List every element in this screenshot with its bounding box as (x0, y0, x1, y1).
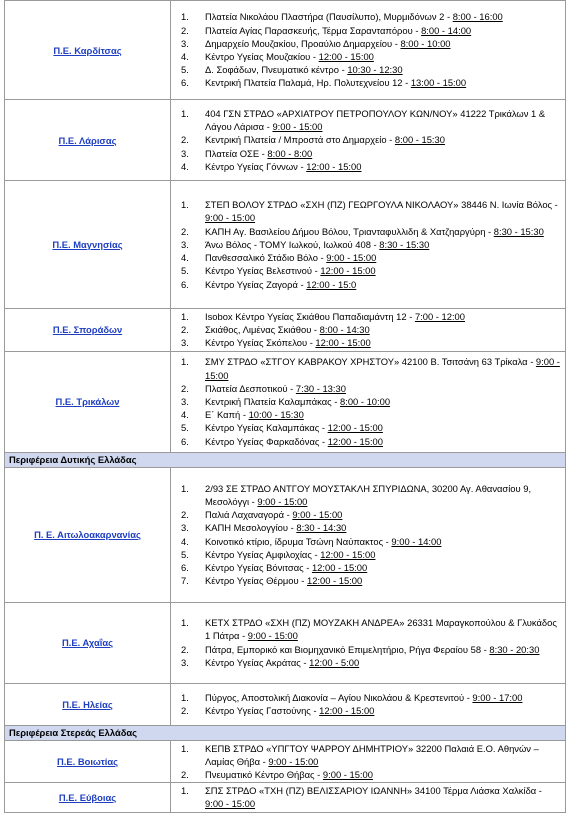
location-text: Κεντρική Πλατεία / Μπροστά στο Δημαρχείο - (205, 134, 395, 146)
item-number: 4. (181, 409, 189, 421)
opening-hours: 9:00 - 15:00 (322, 769, 373, 781)
item-number: 2. (181, 382, 189, 394)
location-item (171, 50, 561, 63)
location-text: ΣΜΥ ΣΤΡΔΟ «ΣΤΓΟΥ ΚΑΒΡΑΚΟΥ ΧΡΗΣΤΟΥ» 42100 Β. Τσιτσάνη 63 Τρίκαλα - (205, 356, 536, 368)
location-text: ΚΕΠΒ ΣΤΡΔΟ «ΥΠΓΤΟΥ ΨΑΡΡΟΥ ΔΗΜΗΤΡΙΟΥ» 32200 Παλαιά Ε.Ο. Αθηνών – Λαμίας Θήβα - (205, 742, 539, 767)
opening-hours: 9:00 - 15:00 (292, 509, 343, 521)
location-list (171, 355, 561, 447)
location-list (171, 10, 561, 89)
location-text: Κέντρο Υγείας Καλαμπάκας - (205, 422, 328, 434)
opening-hours: 12:00 - 15:00 (320, 265, 376, 277)
opening-hours: 8:00 - 15:30 (394, 134, 445, 146)
locations-cell (171, 1, 566, 100)
location-item (171, 521, 561, 534)
item-number: 2. (181, 324, 189, 336)
opening-hours: 8:30 - 15:30 (493, 225, 544, 237)
item-number: 2. (181, 24, 189, 36)
location-text: Πανθεσσαλικό Στάδιο Βόλο - (205, 252, 327, 264)
opening-hours: 9:00 - 15:00 (205, 212, 256, 224)
schedule-body (5, 1, 566, 813)
location-item (171, 482, 561, 508)
unit-name-cell (5, 1, 171, 100)
opening-hours: 9:00 - 17:00 (472, 691, 523, 703)
location-list (171, 198, 561, 290)
locations-cell (171, 467, 566, 602)
item-number: 1. (181, 742, 189, 754)
item-number: 7. (181, 575, 189, 587)
opening-hours: 8:00 - 8:00 (267, 147, 313, 159)
item-number: 3. (181, 238, 189, 250)
location-text: Πάτρα, Εμπορικό και Βιομηχανικό Επιμελητήριο, Ρήγα Φεραίου 58 - (205, 643, 490, 655)
item-number: 3. (181, 337, 189, 349)
location-text: Κέντρο Υγείας Γαστούνης - (205, 705, 320, 717)
unit-name-link[interactable]: Π.Ε. Λάρισας (58, 134, 117, 146)
location-text: Κέντρο Υγείας Φαρκαδόνας - (205, 435, 328, 447)
unit-row (5, 683, 566, 725)
location-item (171, 656, 561, 669)
location-list (171, 107, 561, 173)
unit-row (5, 467, 566, 602)
locations-cell (171, 602, 566, 683)
region-header: Περιφέρεια Δυτικής Ελλάδας (5, 452, 566, 467)
location-list (171, 616, 561, 669)
opening-hours: 8:00 - 16:00 (452, 11, 503, 23)
locations-cell (171, 740, 566, 783)
location-item (171, 264, 561, 277)
location-item (171, 508, 561, 521)
item-number: 3. (181, 656, 189, 668)
location-text: Κεντρική Πλατεία Παλαμά, Ηρ. Πολυτεχνείου 12 - (205, 77, 411, 89)
location-item (171, 76, 561, 89)
location-list (171, 691, 561, 717)
location-text: Κέντρο Υγείας Ζαγορά - (205, 278, 307, 290)
location-item (171, 784, 561, 810)
unit-row (5, 783, 566, 812)
location-text: Κέντρο Υγείας Βελεστινού - (205, 265, 321, 277)
item-number: 6. (181, 435, 189, 447)
item-number: 1. (181, 691, 189, 703)
location-item (171, 198, 561, 224)
location-item (171, 147, 561, 160)
item-number: 6. (181, 77, 189, 89)
location-item (171, 10, 561, 23)
unit-name-cell (5, 683, 171, 725)
location-item (171, 691, 561, 704)
location-text: Κέντρο Υγείας Μουζακίου - (205, 51, 319, 62)
unit-row (5, 100, 566, 181)
opening-hours: 9:00 - 15:00 (205, 798, 256, 810)
item-number: 5. (181, 422, 189, 434)
location-item (171, 574, 561, 587)
item-number: 4. (181, 252, 189, 264)
location-text: Δ. Σοφάδων, Πνευματικό κέντρο - (205, 64, 348, 76)
item-number: 5. (181, 265, 189, 277)
location-text: Ε΄ Καπή - (205, 409, 249, 421)
locations-cell (171, 351, 566, 452)
unit-name-cell (5, 181, 171, 309)
location-text: ΚΑΠΗ Μεσολογγίου - (205, 522, 297, 534)
location-item (171, 310, 561, 323)
opening-hours: 9:00 - 15:00 (272, 121, 323, 133)
location-item (171, 643, 561, 656)
item-number: 1. (181, 11, 189, 23)
location-text: Isobox Κέντρο Υγείας Σκιάθου Παπαδιαμάντη 12 - (205, 311, 415, 322)
unit-name-cell (5, 467, 171, 602)
opening-hours: 9:00 - 14:00 (391, 535, 442, 547)
opening-hours: 9:00 - 15:00 (247, 630, 298, 642)
item-number: 2. (181, 509, 189, 521)
schedule-table (4, 0, 566, 813)
unit-name-cell (5, 351, 171, 452)
opening-hours: 10:30 - 12:30 (347, 64, 403, 76)
location-item (171, 24, 561, 37)
opening-hours: 8:00 - 14:30 (319, 324, 370, 336)
location-item (171, 535, 561, 548)
opening-hours: 7:30 - 13:30 (295, 382, 346, 394)
unit-name-link[interactable]: Π.Ε. Βοιωτίας (56, 755, 119, 767)
unit-row (5, 602, 566, 683)
opening-hours: 12:00 - 15:00 (311, 562, 368, 574)
item-number: 3. (181, 147, 189, 159)
unit-row (5, 740, 566, 783)
opening-hours: 9:00 - 15:00 (268, 755, 319, 767)
location-list (171, 742, 561, 782)
item-number: 1. (181, 107, 189, 119)
region-header: Περιφέρεια Στερεάς Ελλάδας (5, 725, 566, 740)
location-item (171, 107, 561, 133)
location-item (171, 382, 561, 395)
location-item (171, 37, 561, 50)
item-number: 1. (181, 356, 189, 368)
location-list (171, 482, 561, 588)
location-item (171, 561, 561, 574)
item-number: 2. (181, 769, 189, 781)
region-header-row (5, 452, 566, 467)
location-item (171, 435, 561, 448)
location-text: Κέντρο Υγείας Γόννων - (205, 160, 307, 172)
location-text: Κεντρική Πλατεία Καλαμπάκας - (205, 396, 340, 407)
item-number: 1. (181, 617, 189, 629)
item-number: 5. (181, 64, 189, 76)
location-text: Κέντρο Υγείας Βόνιτσας - (205, 562, 312, 574)
location-text: Πλατεία Νικολάου Πλαστήρα (Παυσίλυπο), Μυρμιδόνων 2 - (205, 11, 453, 23)
location-item (171, 421, 561, 434)
unit-name-cell (5, 602, 171, 683)
location-item (171, 616, 561, 642)
item-number: 2. (181, 134, 189, 146)
unit-row (5, 309, 566, 352)
unit-name-link[interactable]: Π.Ε. Καρδίτσας (53, 44, 122, 56)
location-text: ΚΑΠΗ Αγ. Βασιλείου Δήμου Βόλου, Τριανταφυλλιδη & Χατζηαργύρη - (205, 225, 494, 237)
item-number: 6. (181, 562, 189, 574)
opening-hours: 8:30 - 20:30 (489, 643, 540, 655)
location-text: Κοινοτικό κτίριο, ίδρυμα Τσώνη Ναύπακτος - (205, 535, 392, 547)
location-text: Πλατεία Δεσποτικού - (205, 382, 296, 394)
opening-hours: 12:00 - 15:00 (320, 548, 376, 560)
location-list (171, 310, 561, 350)
locations-cell (171, 309, 566, 352)
opening-hours: 12:00 - 15:00 (327, 435, 383, 447)
opening-hours: 8:00 - 10:00 (400, 37, 451, 49)
item-number: 2. (181, 643, 189, 655)
location-text: 404 ΓΣΝ ΣΤΡΔΟ «ΑΡΧΙΑΤΡΟΥ ΠΕΤΡΟΠΟΥΛΟΥ ΚΩΝ/ΝΟΥ» 41222 Τρικάλων 1 & Λάγου Λάρισα - (205, 107, 546, 133)
item-number: 1. (181, 785, 189, 797)
locations-cell (171, 100, 566, 181)
opening-hours: 8:30 - 14:30 (296, 522, 347, 534)
unit-name-cell (5, 740, 171, 783)
location-item (171, 395, 561, 408)
opening-hours: 13:00 - 15:00 (410, 77, 467, 89)
opening-hours: 8:00 - 10:00 (340, 396, 391, 407)
item-number: 4. (181, 160, 189, 172)
location-item (171, 323, 561, 336)
location-item (171, 133, 561, 146)
location-text: Κέντρο Υγείας Σκόπελου - (205, 337, 316, 349)
unit-name-link[interactable]: Π. Ε. Αιτωλοακαρνανίας (34, 529, 141, 541)
opening-hours: 12:00 - 15:0 (306, 278, 357, 290)
location-item (171, 742, 561, 768)
locations-cell (171, 683, 566, 725)
unit-name-cell (5, 309, 171, 352)
location-list (171, 784, 561, 810)
opening-hours: 7:00 - 12:00 (414, 311, 465, 322)
location-item (171, 63, 561, 76)
location-text: ΣΠΣ ΣΤΡΔΟ «ΤΧΗ (ΠΖ) ΒΕΛΙΣΣΑΡΙΟΥ ΙΩΑΝΝΗ» 34100 Τέρμα Λιάσκα Χαλκίδα - (205, 785, 542, 797)
location-item (171, 336, 561, 349)
location-item (171, 355, 561, 381)
item-number: 2. (181, 225, 189, 237)
unit-name-link[interactable]: Π.Ε. Ηλείας (62, 698, 113, 710)
unit-name-link[interactable]: Π.Ε. Αχαΐας (62, 637, 113, 649)
opening-hours: 8:30 - 15:30 (379, 238, 430, 250)
item-number: 1. (181, 311, 189, 322)
item-number: 2. (181, 705, 189, 717)
location-text: Σκιάθος, Λιμένας Σκιάθου - (205, 324, 320, 336)
item-number: 6. (181, 278, 189, 290)
opening-hours: 12:00 - 15:00 (319, 705, 375, 717)
location-text: Πνευματικό Κέντρο Θήβας - (205, 769, 323, 781)
location-text: Πλατεία Αγίας Παρασκευής, Τέρμα Σαρανταπόρου - (205, 24, 422, 36)
unit-name-link[interactable]: Π.Ε. Μαγνησίας (52, 239, 123, 250)
location-text: ΣΤΕΠ ΒΟΛΟΥ ΣΤΡΔΟ «ΣΧΗ (ΠΖ) ΓΕΩΡΓΟΥΛΑ ΝΙΚΟΛΑΟΥ» 38446 Ν. Ιωνία Βόλος - (205, 199, 558, 211)
opening-hours: 12:00 - 15:00 (318, 51, 374, 62)
unit-name-link[interactable]: Π.Ε. Σποράδων (52, 324, 123, 336)
location-text: Κέντρο Υγείας Ακράτας - (205, 656, 310, 668)
unit-row (5, 181, 566, 309)
unit-name-cell (5, 783, 171, 812)
item-number: 1. (181, 482, 189, 494)
location-text: Παλιά Λαχαναγορά - (205, 509, 293, 521)
location-text: Άνω Βόλος - ΤΟΜΥ Ιωλκού, Ιωλκού 408 - (205, 238, 380, 250)
location-item (171, 548, 561, 561)
location-item (171, 768, 561, 781)
item-number: 1. (181, 199, 189, 211)
opening-hours: 12:00 - 5:00 (309, 656, 360, 668)
location-item (171, 225, 561, 238)
location-text: Πλατεία ΟΣΕ - (205, 147, 268, 159)
opening-hours: 9:00 - 15:00 (326, 252, 377, 264)
opening-hours: 10:00 - 15:30 (248, 409, 304, 421)
region-header-row (5, 725, 566, 740)
location-text: 2/93 ΣΕ ΣΤΡΔΟ ΑΝΤΓΟΥ ΜΟΥΣΤΑΚΛΗ ΣΠΥΡΙΔΩΝΑ, 30200 Αγ. Αθανασίου 9, Μεσολόγγι - (205, 482, 532, 507)
location-item (171, 160, 561, 173)
item-number: 3. (181, 37, 189, 49)
item-number: 3. (181, 396, 189, 407)
location-item (171, 251, 561, 264)
location-item (171, 278, 561, 291)
location-item (171, 704, 561, 717)
opening-hours: 12:00 - 15:00 (327, 422, 383, 434)
location-text: ΚΕΤΧ ΣΤΡΔΟ «ΣΧΗ (ΠΖ) ΜΟΥΖΑΚΗ ΑΝΔΡΕΑ» 26331 Μαραγκοπούλου & Γλυκάδος 1 Πάτρα - (205, 617, 557, 642)
opening-hours: 12:00 - 15:00 (315, 337, 371, 349)
opening-hours: 8:00 - 14:00 (421, 24, 472, 36)
unit-row (5, 351, 566, 452)
item-number: 3. (181, 522, 189, 534)
location-item (171, 408, 561, 421)
opening-hours: 12:00 - 15:00 (306, 160, 362, 172)
unit-row (5, 1, 566, 100)
opening-hours: 12:00 - 15:00 (306, 575, 363, 587)
unit-name-cell (5, 100, 171, 181)
item-number: 4. (181, 535, 189, 547)
location-item (171, 238, 561, 251)
opening-hours: 9:00 - 15:00 (205, 356, 560, 381)
item-number: 5. (181, 548, 189, 560)
location-text: Δημαρχείο Μουζακίου, Προαύλιο Δημαρχείου - (205, 37, 401, 49)
location-text: Κέντρο Υγείας Αμφιλοχίας - (205, 548, 321, 560)
location-text: Κέντρο Υγείας Θέρμου - (205, 575, 307, 587)
locations-cell (171, 783, 566, 812)
location-text: Πύργος, Αποστολική Διακονία – Αγίου Νικολάου & Κρεστενιτού - (205, 691, 473, 703)
unit-name-link[interactable]: Π.Ε. Τρικάλων (55, 396, 120, 408)
item-number: 4. (181, 51, 189, 62)
unit-name-link[interactable]: Π.Ε. Εύβοιας (58, 791, 117, 803)
opening-hours: 9:00 - 15:00 (257, 496, 308, 507)
locations-cell (171, 181, 566, 309)
